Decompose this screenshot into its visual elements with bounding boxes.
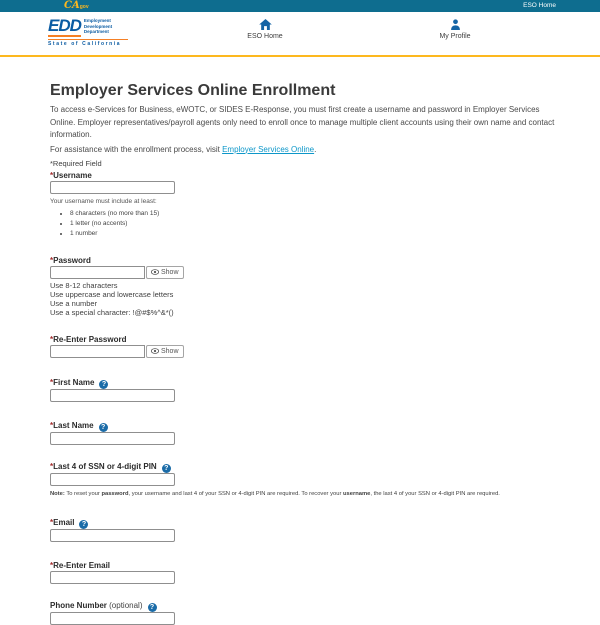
- reenter-email-input[interactable]: [50, 571, 175, 584]
- nav-item-label: ESO Home: [247, 33, 283, 40]
- nav-item-eso-home[interactable]: [230, 19, 300, 40]
- username-rules-intro: Your username must include at least:: [50, 197, 157, 205]
- password-rule-item: Use a special character: !@#$%^&*(): [50, 307, 174, 317]
- intro-paragraph: To access e-Services for Business, eWOTC, or SIDES E-Response, you must first create a username and password in Employer Services Online. Employer representatives/payroll agents only need to enroll once to manage multiple client accounts using their own name and contact information.: [50, 105, 555, 139]
- email-help-icon[interactable]: ?: [79, 520, 88, 529]
- cagov-logo-text: CA: [64, 0, 80, 11]
- utility-eso-home-link[interactable]: ESO Home: [523, 2, 556, 9]
- show-button-label: Show: [161, 347, 179, 355]
- person-icon: [450, 19, 461, 30]
- reenter-password-label: [50, 335, 555, 345]
- ssn-pin-label: [50, 462, 555, 473]
- required-asterisk: *: [50, 420, 54, 430]
- username-rules-list: [50, 209, 555, 238]
- eye-icon: [151, 348, 159, 354]
- edd-state-text: State of California: [48, 41, 122, 47]
- required-asterisk: *: [50, 170, 54, 180]
- first-name-help-icon[interactable]: ?: [99, 380, 108, 389]
- phone-group: [50, 601, 555, 625]
- password-rules-list: [50, 281, 555, 317]
- assistance-text: For assistance with the enrollment process, visit: [50, 144, 223, 154]
- reenter-email-group: [50, 561, 555, 584]
- email-input[interactable]: [50, 529, 175, 542]
- last-name-input[interactable]: [50, 432, 175, 445]
- first-name-input[interactable]: [50, 389, 175, 402]
- edd-dept-line: Employment: [83, 18, 111, 23]
- ssn-pin-label-text: Last 4 of SSN or 4-digit PIN: [53, 461, 157, 471]
- employer-services-online-link[interactable]: Employer Services Online: [222, 144, 315, 154]
- edd-dept-line: Department: [83, 29, 109, 34]
- required-field-note: *Required Field: [50, 158, 102, 168]
- first-name-group: [50, 378, 555, 402]
- phone-input[interactable]: [50, 612, 175, 625]
- cagov-logo-suffix: gov: [79, 4, 89, 10]
- username-label: [50, 171, 555, 181]
- password-show-button[interactable]: [146, 266, 184, 279]
- password-label: [50, 256, 555, 266]
- password-rule-item: Use uppercase and lowercase letters: [50, 289, 174, 299]
- edd-dept-text: [84, 18, 112, 35]
- edd-divider: [48, 39, 128, 41]
- assistance-paragraph: [50, 145, 555, 155]
- show-button-label: Show: [161, 268, 179, 276]
- username-label-text: Username: [53, 170, 92, 180]
- note-segment: Note:: [50, 490, 65, 497]
- username-rule-item: • 8 characters (no more than 15): [70, 209, 555, 218]
- note-segment: password: [101, 490, 129, 497]
- main-content: [0, 82, 600, 625]
- password-rule-item: Use a number: [50, 298, 98, 308]
- ssn-pin-help-icon[interactable]: ?: [162, 464, 171, 473]
- email-group: [50, 518, 555, 542]
- header-nav: [0, 12, 600, 57]
- home-icon: [259, 19, 272, 30]
- assistance-suffix: .: [314, 144, 317, 154]
- required-asterisk: *: [50, 334, 54, 344]
- phone-help-icon[interactable]: ?: [148, 603, 157, 612]
- phone-label-text: Phone Number: [50, 600, 107, 610]
- first-name-label-text: First Name: [53, 377, 95, 387]
- note-segment: username: [342, 490, 371, 497]
- required-asterisk: *: [50, 377, 54, 387]
- email-label: [50, 518, 555, 529]
- password-rule-item: Use 8-12 characters: [50, 280, 118, 290]
- page-title: Employer Services Online Enrollment: [50, 82, 336, 99]
- ssn-pin-note: [50, 491, 555, 498]
- reenter-password-input[interactable]: [50, 345, 145, 358]
- password-input[interactable]: [50, 266, 145, 279]
- reenter-password-show-button[interactable]: [146, 345, 184, 358]
- required-asterisk: *: [50, 560, 54, 570]
- reenter-email-label-text: Re-Enter Email: [53, 560, 111, 570]
- reenter-password-label-text: Re-Enter Password: [53, 334, 127, 344]
- first-name-label: [50, 378, 555, 389]
- last-name-label-text: Last Name: [53, 420, 94, 430]
- ssn-pin-input[interactable]: [50, 473, 175, 486]
- username-group: [50, 171, 555, 238]
- username-rule-item: • 1 number: [70, 229, 555, 238]
- required-asterisk: *: [50, 461, 54, 471]
- last-name-label: [50, 421, 555, 432]
- required-asterisk: *: [50, 255, 54, 265]
- eye-icon: [151, 269, 159, 275]
- email-label-text: Email: [53, 517, 75, 527]
- last-name-help-icon[interactable]: ?: [99, 423, 108, 432]
- edd-acronym: EDD: [48, 16, 81, 35]
- utility-bar: [0, 0, 600, 12]
- last-name-group: [50, 421, 555, 445]
- username-rule-item: • 1 letter (no accents): [70, 219, 555, 228]
- username-input[interactable]: [50, 181, 175, 194]
- note-segment: , the last 4 of your SSN or 4-digit PIN are required.: [370, 490, 500, 497]
- nav-item-label: My Profile: [439, 33, 471, 40]
- password-group: [50, 256, 555, 317]
- nav-item-my-profile[interactable]: [420, 19, 490, 40]
- phone-label: [50, 601, 555, 612]
- required-asterisk: *: [50, 517, 54, 527]
- edd-dept-line: Development: [83, 23, 113, 29]
- note-segment: To reset your: [64, 490, 102, 497]
- ssn-pin-group: [50, 462, 555, 498]
- password-label-text: Password: [53, 255, 91, 265]
- reenter-email-label: [50, 561, 555, 571]
- phone-optional-text: (optional): [109, 600, 143, 610]
- note-segment: , your username and last 4 of your SSN or 4-digit PIN are required. To recover your: [128, 490, 343, 497]
- edd-logo[interactable]: [48, 17, 128, 47]
- reenter-password-group: [50, 335, 555, 358]
